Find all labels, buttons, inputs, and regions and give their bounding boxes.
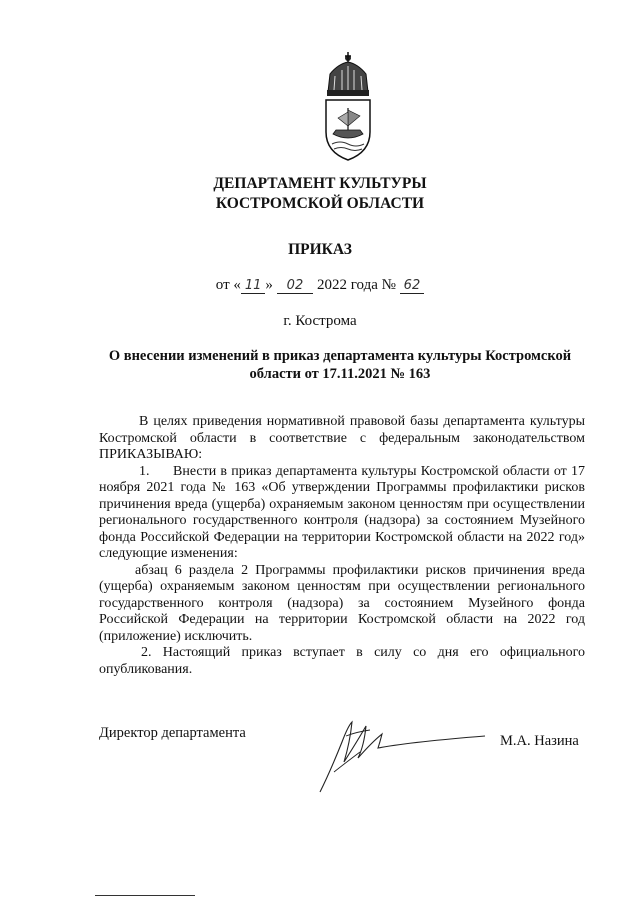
date-prefix: от « — [215, 277, 241, 293]
order-year: 2022 года № — [316, 277, 396, 293]
paragraph-item-2: 2. Настоящий приказ вступает в силу со дня его официального опубликования. — [99, 645, 585, 677]
order-subject — [100, 347, 580, 383]
order-title: ПРИКАЗ — [288, 241, 352, 258]
handwritten-signature — [300, 712, 490, 797]
paragraph-item-1 — [99, 464, 585, 563]
order-day: 11 — [241, 278, 266, 294]
coat-of-arms-emblem — [320, 52, 376, 162]
order-month: 02 — [277, 278, 314, 294]
footer-divider — [95, 895, 195, 896]
department-name — [0, 174, 640, 214]
order-body — [99, 414, 585, 678]
paragraph-preamble: В целях приведения нормативной правовой базы департамента культуры Костромской области в соответствие с федеральным законодательством ПРИКАЗЫВАЮ: — [99, 414, 585, 462]
order-city: г. Кострома — [283, 313, 357, 329]
signer-name: М.А. Назина — [500, 733, 579, 749]
department-line-1: ДЕПАРТАМЕНТ КУЛЬТУРЫ — [213, 175, 427, 192]
paragraph-amendment: абзац 6 раздела 2 Программы профилактики рисков причинения вреда (ущерба) охраняемым законом ценностям при осуществлении регионального государственного контроля (надзора) за состоянием Музейного фонда Российской Федерации на территории Костромской области на 2022 год (приложение) исключить. — [99, 562, 585, 644]
date-mid: » — [265, 277, 273, 293]
department-line-2: КОСТРОМСКОЙ ОБЛАСТИ — [215, 195, 425, 212]
subject-line-1: О внесении изменений в приказ департамента культуры Костромской — [108, 348, 572, 364]
item-1-number: 1. — [139, 463, 150, 479]
order-date-line — [0, 277, 640, 294]
order-number: 62 — [400, 278, 425, 294]
item-1-text: Внести в приказ департамента культуры Костромской области от 17 ноября 2021 года № 163 «Об утверждении Программы профилактики рисков причинения вреда (ущерба) охраняемым законом ценностям при осуществлении регионального государственного контроля (надзора) за состоянием Музейного фонда Российской Федерации на территории Костромской области на 2022 год» следующие изменения: — [99, 463, 585, 561]
signer-position: Директор департамента — [99, 725, 246, 741]
subject-line-2: области от 17.11.2021 № 163 — [249, 366, 431, 382]
